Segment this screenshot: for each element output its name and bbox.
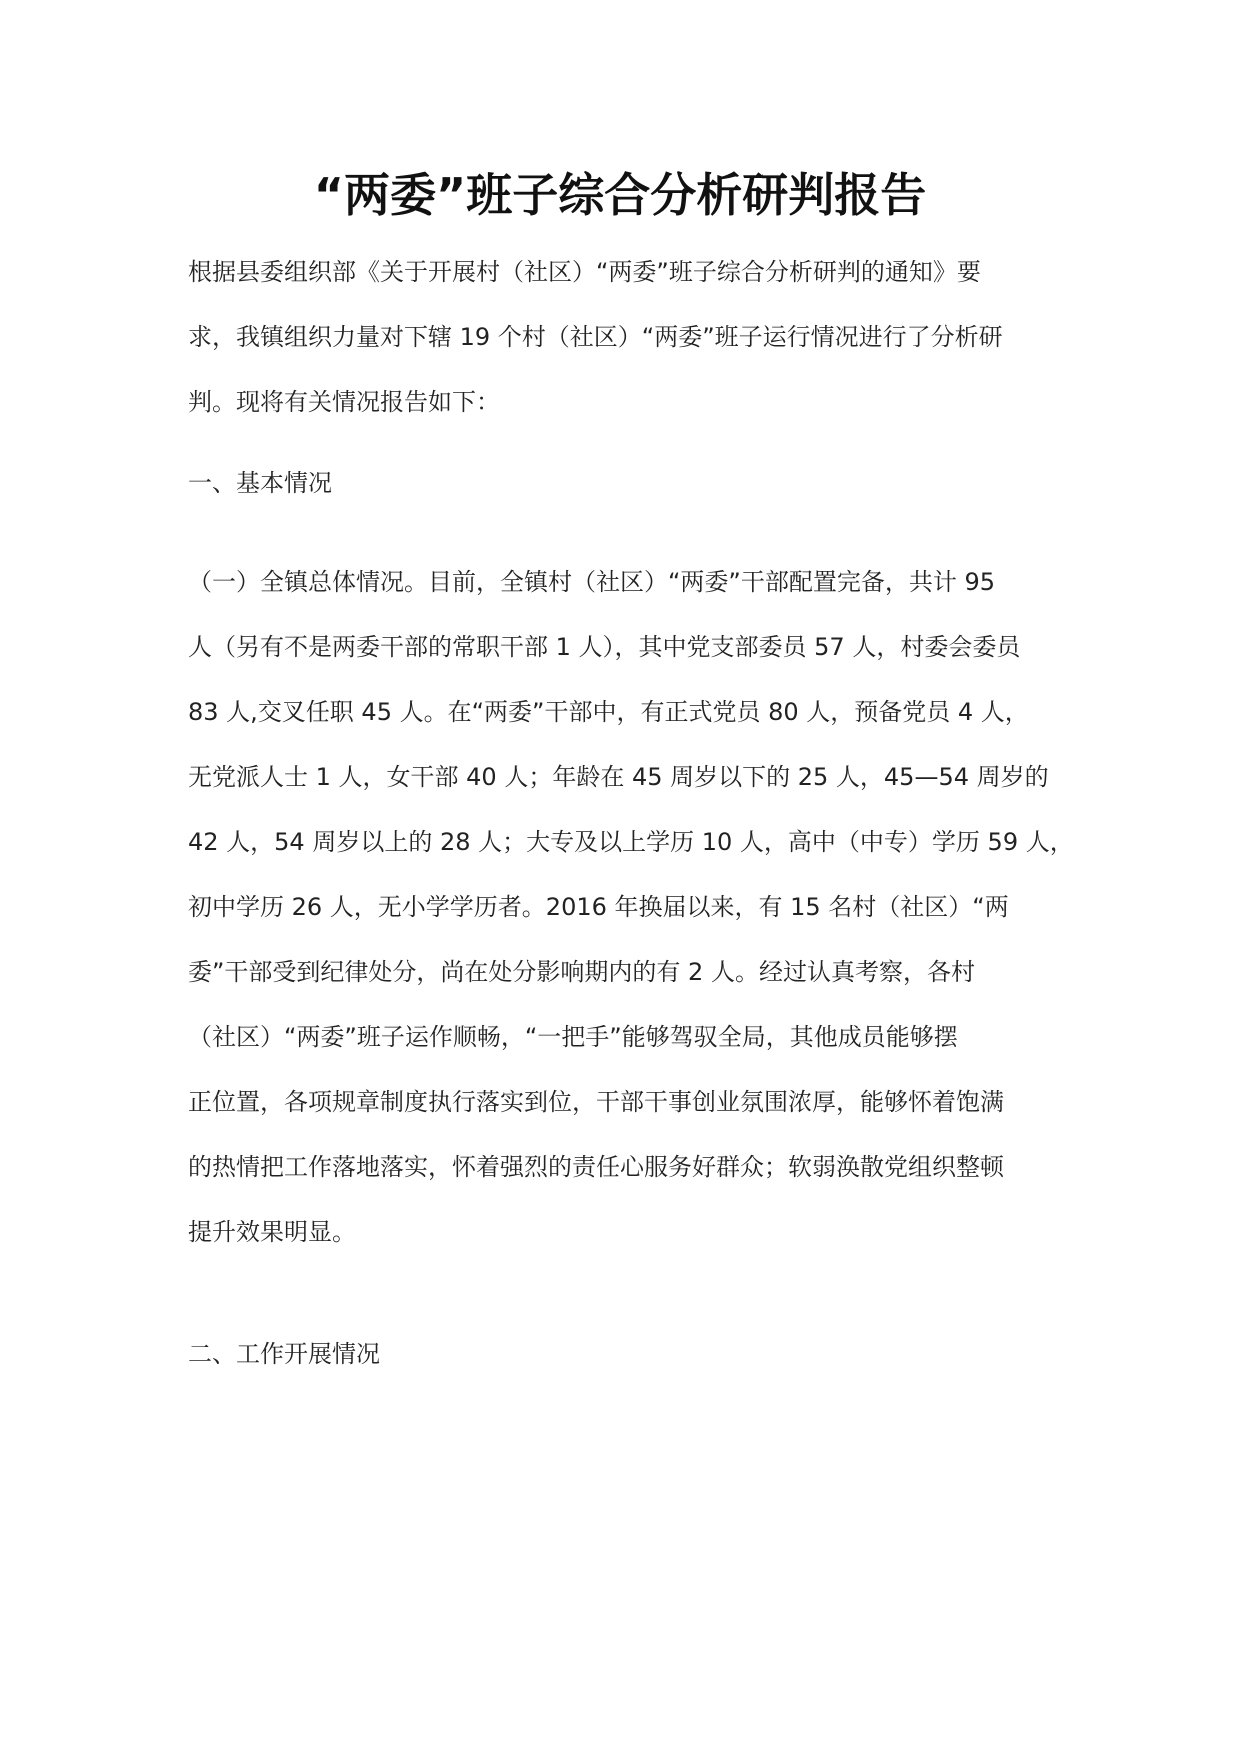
section1-line: 委”干部受到纪律处分，尚在处分影响期内的有 2 人。经过认真考察，各村 xyxy=(188,958,975,986)
section1-line: 83 人,交叉任职 45 人。在“两委”干部中，有正式党员 80 人，预备党员 4 人， xyxy=(188,698,1029,726)
section1-line: 的热情把工作落地落实，怀着强烈的责任心服务好群众；软弱涣散党组织整顿 xyxy=(188,1153,1004,1181)
section1-line: 无党派人士 1 人，女干部 40 人；年龄在 45 周岁以下的 25 人，45—54 周岁的 xyxy=(188,763,1049,791)
section1-paragraph xyxy=(188,550,1074,1265)
intro-line: 判。现将有关情况报告如下： xyxy=(188,388,500,416)
section1-line: （一）全镇总体情况。目前，全镇村（社区）“两委”干部配置完备，共计 95 xyxy=(188,568,996,596)
section-heading-work: 二、工作开展情况 xyxy=(188,1340,380,1368)
document-title: “两委”班子综合分析研判报告 xyxy=(313,168,927,222)
section1-line: 42 人，54 周岁以上的 28 人；大专及以上学历 10 人，高中（中专）学历 59 人， xyxy=(188,828,1074,856)
section1-line: （社区）“两委”班子运作顺畅，“一把手”能够驾驭全局，其他成员能够摆 xyxy=(188,1023,958,1051)
section1-line: 人（另有不是两委干部的常职干部 1 人），其中党支部委员 57 人，村委会委员 xyxy=(188,633,1021,661)
section-heading-basic: 一、基本情况 xyxy=(188,469,332,497)
intro-paragraph xyxy=(188,240,1003,435)
intro-line: 根据县委组织部《关于开展村（社区）“两委”班子综合分析研判的通知》要 xyxy=(188,258,981,286)
section1-line: 提升效果明显。 xyxy=(188,1218,356,1246)
intro-line: 求，我镇组织力量对下辖 19 个村（社区）“两委”班子运行情况进行了分析研 xyxy=(188,323,1003,351)
section1-line: 正位置，各项规章制度执行落实到位，干部干事创业氛围浓厚，能够怀着饱满 xyxy=(188,1088,1004,1116)
section1-line: 初中学历 26 人，无小学学历者。2016 年换届以来，有 15 名村（社区）“两 xyxy=(188,893,1009,921)
